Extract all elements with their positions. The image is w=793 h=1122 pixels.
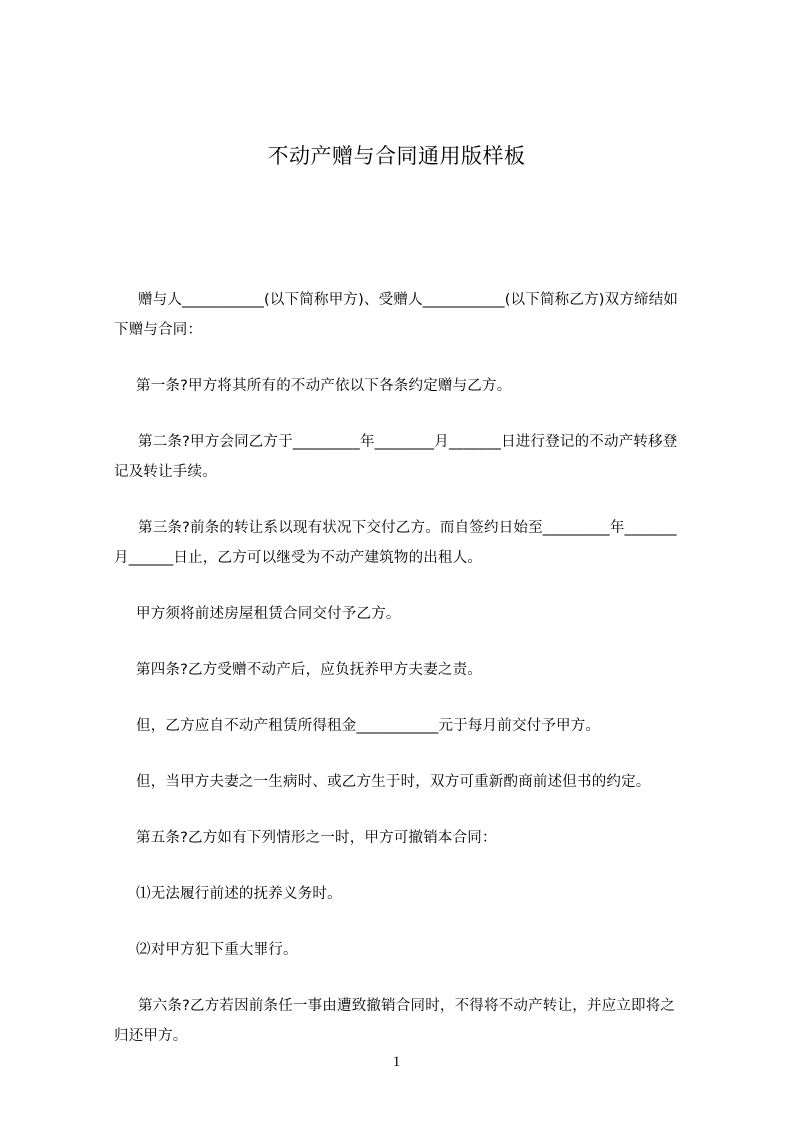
paragraph-article-5: 第五条?乙方如有下列情形之一时，甲方可撤销本合同： — [136, 830, 497, 846]
document-body — [114, 285, 686, 1051]
paragraph-illness-proviso: 但，当甲方夫妻之一生病时、或乙方生于时，双方可重新酌商前述但书的约定。 — [136, 774, 651, 790]
paragraph-condition-1: ⑴无法履行前述的抚养义务时。 — [136, 886, 342, 902]
paragraph-article-4: 第四条?乙方受赠不动产后，应负抚养甲方夫妻之责。 — [136, 662, 482, 678]
paragraph-article-1: 第一条?甲方将其所有的不动产依以下各条约定赠与乙方。 — [136, 378, 512, 394]
page-number: 1 — [392, 1054, 401, 1070]
paragraph-lease-contract: 甲方须将前述房屋租赁合同交付予乙方。 — [136, 606, 401, 622]
paragraph-article-3: 第三条?前条的转让系以现有状况下交付乙方。而自签约日始至_________年_______月______日止，乙方可以继受为不动产建筑物的出租人。 — [114, 520, 677, 566]
paragraph-rent-proviso: 但，乙方应自不动产租赁所得租金___________元于每月前交付予甲方。 — [136, 718, 601, 734]
paragraph-parties: 赠与人___________(以下简称甲方)、受赠人___________(以下简称乙方)双方缔结如下赠与合同： — [114, 292, 679, 338]
paragraph-article-6: 第六条?乙方若因前条任一事由遭致撤销合同时，不得将不动产转让，并应立即将之归还甲方。 — [114, 998, 676, 1044]
document-title: 不动产赠与合同通用版样板 — [267, 144, 526, 168]
paragraph-condition-2: ⑵对甲方犯下重大罪行。 — [136, 942, 298, 958]
paragraph-article-2: 第二条?甲方会同乙方于_________年________月_______日进行登记的不动产转移登记及转让手续。 — [114, 434, 678, 480]
